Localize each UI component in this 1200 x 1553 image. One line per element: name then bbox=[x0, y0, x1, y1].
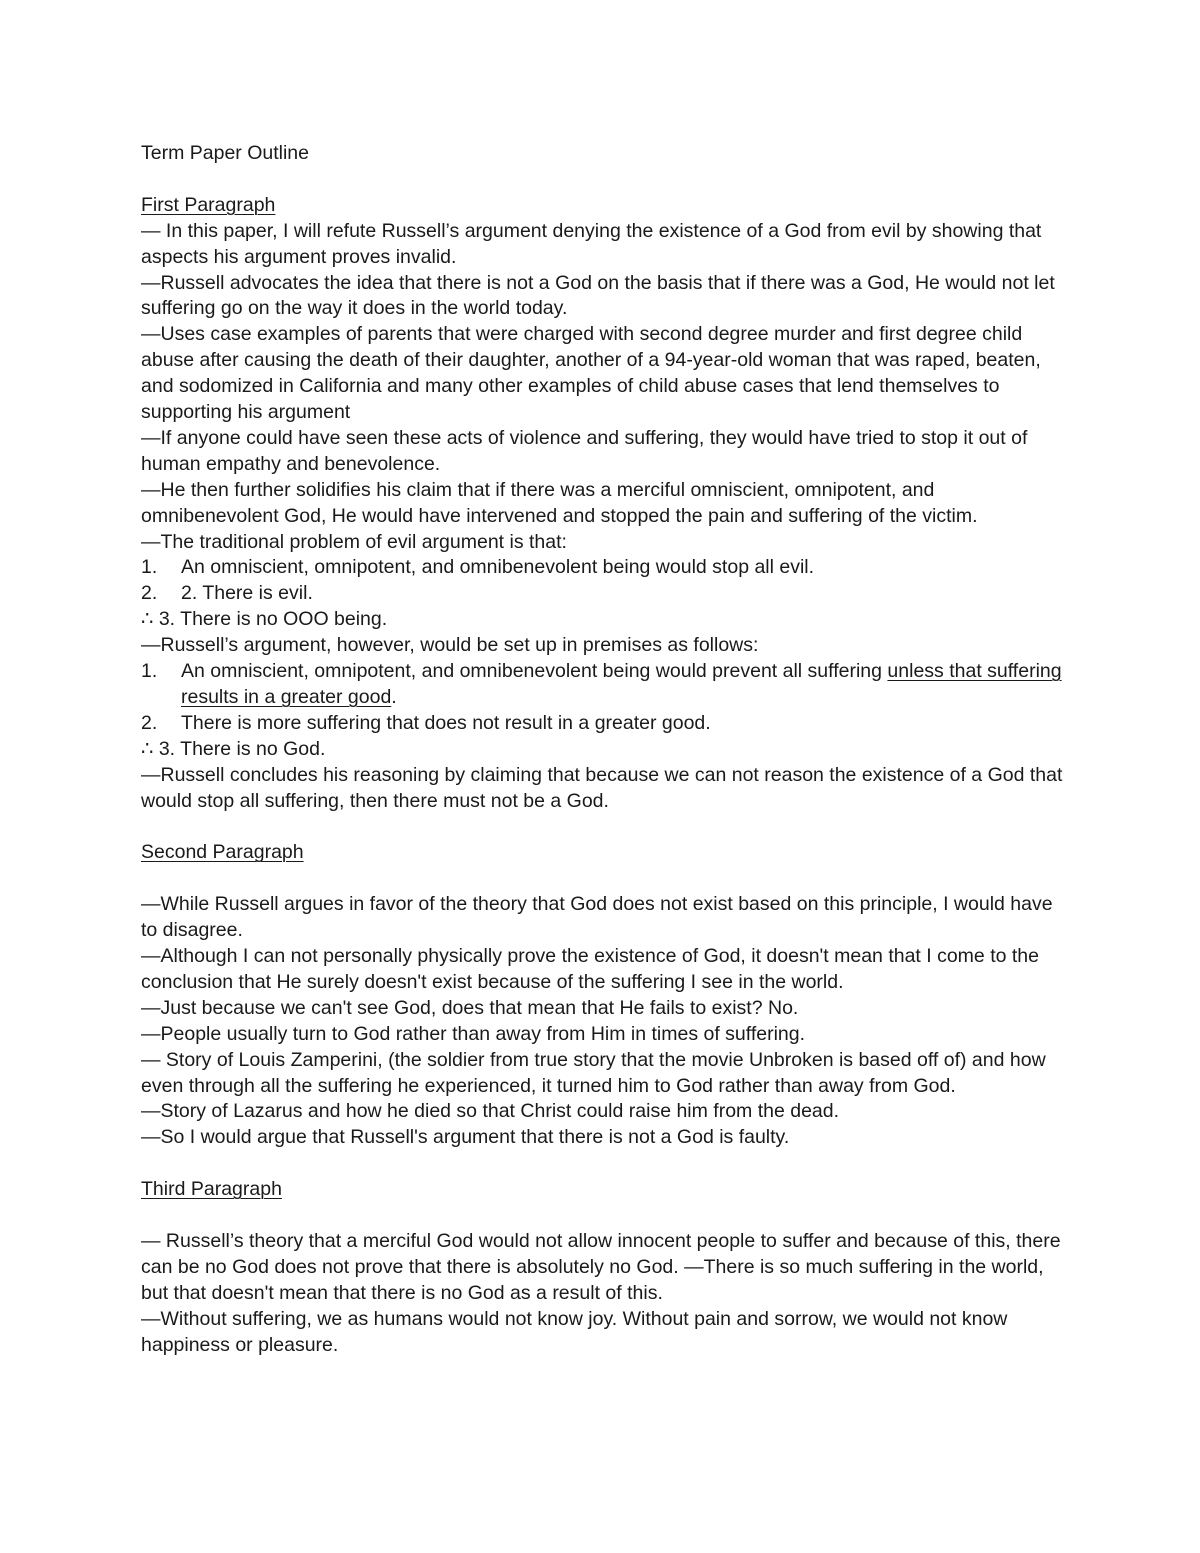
document-body bbox=[141, 141, 1066, 1359]
section-second-paragraph bbox=[141, 840, 1066, 1151]
section-third-paragraph bbox=[141, 1177, 1066, 1358]
outline-point: —People usually turn to God rather than away from Him in times of suffering. bbox=[141, 1022, 806, 1045]
premise-period: . bbox=[391, 686, 397, 709]
outline-point: —The traditional problem of evil argument is that: bbox=[141, 530, 567, 553]
outline-point: —Uses case examples of parents that were charged with second degree murder and first degree child abuse after causing the death of their daughter, another of a 94-year-old woman that was raped, beaten, and sodomized in California and many other examples of child abuse cases that lend themselves to supporting his argument bbox=[141, 323, 1041, 424]
outline-point: —If anyone could have seen these acts of violence and suffering, they would have tried to stop it out of human empathy and benevolence. bbox=[141, 426, 1028, 475]
outline-point: — Russell’s theory that a merciful God would not allow innocent people to suffer and because of this, there can be no God does not prove that there is absolutely no God. —There is so much suffering in the world, but that doesn't mean that there is no God as a result of this. bbox=[141, 1229, 1061, 1304]
outline-point: — Story of Louis Zamperini, (the soldier from true story that the movie Unbroken is based off of) and how even through all the suffering he experienced, it turned him to God rather than away from God. bbox=[141, 1048, 1046, 1097]
section-heading: Second Paragraph bbox=[141, 841, 304, 864]
premise-underlined-text: unless that suffering results in a greater good bbox=[181, 660, 1062, 709]
premise-text: An omniscient, omnipotent, and omnibenevolent being would stop all evil. bbox=[181, 556, 815, 579]
premise-number: 2. bbox=[141, 711, 158, 734]
outline-point: — In this paper, I will refute Russell’s argument denying the existence of a God from evil by showing that aspects his argument proves invalid. bbox=[141, 219, 1042, 268]
outline-point: —Although I can not personally physically prove the existence of God, it doesn't mean that I come to the conclusion that He surely doesn't exist because of the suffering I see in the world. bbox=[141, 945, 1039, 993]
section-first-paragraph bbox=[141, 193, 1066, 815]
premise-number: 1. bbox=[141, 660, 158, 683]
outline-point: —Just because we can't see God, does that mean that He fails to exist? No. bbox=[141, 996, 799, 1019]
blank-line bbox=[141, 1203, 1066, 1229]
outline-point: —Without suffering, we as humans would not know joy. Without pain and sorrow, we would not know happiness or pleasure. bbox=[141, 1307, 1008, 1356]
premise-text: There is more suffering that does not result in a greater good. bbox=[181, 711, 711, 734]
outline-point: —He then further solidifies his claim that if there was a merciful omniscient, omnipotent, and omnibenevolent God, He would have intervened and stopped the pain and suffering of the victim. bbox=[141, 478, 978, 527]
premise-number: 2. bbox=[141, 582, 158, 605]
argument-conclusion: ∴ 3. There is no God. bbox=[141, 737, 326, 760]
outline-point: —While Russell argues in favor of the theory that God does not exist based on this principle, I would have to disagree. bbox=[141, 893, 1053, 942]
section-heading: First Paragraph bbox=[141, 193, 276, 216]
blank-line bbox=[141, 1151, 1066, 1177]
section-heading: Third Paragraph bbox=[141, 1178, 282, 1201]
premise-text: 2. There is evil. bbox=[181, 582, 313, 605]
outline-point: —Story of Lazarus and how he died so that Christ could raise him from the dead. bbox=[141, 1100, 840, 1123]
outline-point: —Russell’s argument, however, would be set up in premises as follows: bbox=[141, 634, 759, 657]
outline-point: —Russell advocates the idea that there is not a God on the basis that if there was a God, He would not let suffering go on the way it does in the world today. bbox=[141, 271, 1055, 320]
premise-item bbox=[141, 555, 1066, 581]
premise-text: An omniscient, omnipotent, and omnibenevolent being would prevent all suffering bbox=[181, 660, 888, 683]
blank-line bbox=[141, 866, 1066, 892]
document-title: Term Paper Outline bbox=[141, 142, 309, 164]
premise-item bbox=[141, 711, 1066, 737]
argument-conclusion: ∴ 3. There is no OOO being. bbox=[141, 608, 388, 631]
russell-argument-list bbox=[141, 659, 1066, 737]
premise-number: 1. bbox=[141, 556, 158, 579]
premise-item bbox=[141, 581, 1066, 607]
outline-point: —So I would argue that Russell's argument that there is not a God is faulty. bbox=[141, 1126, 790, 1149]
blank-line bbox=[141, 815, 1066, 841]
traditional-argument-list bbox=[141, 555, 1066, 607]
outline-point: —Russell concludes his reasoning by claiming that because we can not reason the existence of a God that would stop all suffering, then there must not be a God. bbox=[141, 763, 1063, 812]
premise-item bbox=[141, 659, 1066, 711]
